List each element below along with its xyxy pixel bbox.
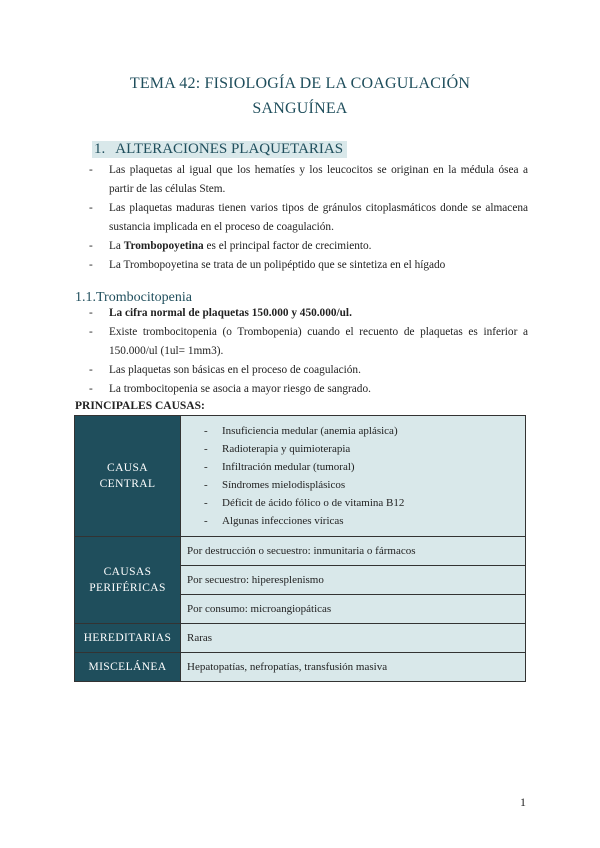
category-cell-perifericas xyxy=(75,537,181,624)
table-cell: Por secuestro: hiperesplenismo xyxy=(181,566,526,595)
category-label: PERIFÉRICAS xyxy=(89,582,166,594)
table-row xyxy=(75,653,526,682)
list-item: - Radioterapia y quimioterapia xyxy=(204,440,525,458)
document-title-line-1: TEMA 42: FISIOLOGÍA DE LA COAGULACIÓN xyxy=(129,75,471,92)
list-item: - Síndromes mielodisplásicos xyxy=(204,476,525,494)
bullet-bold-text: La cifra normal de plaquetas 150.000 y 450.000/ul. xyxy=(109,307,352,319)
document-title-line-2: SANGUÍNEA xyxy=(252,100,348,117)
category-cell-central xyxy=(75,416,181,537)
table-cell: Por destrucción o secuestro: inmunitaria o fármacos xyxy=(181,537,526,566)
page-number: 1 xyxy=(520,795,526,809)
list-item: - Déficit de ácido fólico o de vitamina B12 xyxy=(204,494,525,512)
bullet-item: - Las plaquetas maduras tienen varios tipos de gránulos citoplasmáticos donde se almacena sustancia implicada en el proceso de coagulación. xyxy=(88,199,528,237)
causes-table xyxy=(74,415,526,682)
table-row xyxy=(75,624,526,653)
subsection-bullet-list xyxy=(88,304,528,399)
list-item: - Infiltración medular (tumoral) xyxy=(204,458,525,476)
bullet-bold-text: Trombopoyetina xyxy=(123,240,204,252)
central-causes-cell xyxy=(181,416,526,537)
bullet-item: - Existe trombocitopenia (o Trombopenia) cuando el recuento de plaquetas es inferior a 150.000/ul (1ul= 1mm3). xyxy=(88,323,528,361)
list-item: - Algunas infecciones víricas xyxy=(204,512,525,530)
subsection-heading: 1.1.Trombocitopenia xyxy=(75,290,192,305)
section-bullet-list xyxy=(88,161,528,275)
bullet-item: - Las plaquetas son básicas en el proceso de coagulación. xyxy=(88,361,528,380)
causes-label: PRINCIPALES CAUSAS: xyxy=(75,400,205,412)
table-row xyxy=(75,537,526,566)
table-cell: Hepatopatías, nefropatías, transfusión masiva xyxy=(181,653,526,682)
bullet-item: - La trombocitopenia se asocia a mayor riesgo de sangrado. xyxy=(88,380,528,399)
table-row xyxy=(75,416,526,537)
category-cell-hereditarias: HEREDITARIAS xyxy=(75,624,181,653)
table-cell: Raras xyxy=(181,624,526,653)
table-cell: Por consumo: microangiopáticas xyxy=(181,595,526,624)
category-cell-miscelanea: MISCELÁNEA xyxy=(75,653,181,682)
category-label: CENTRAL xyxy=(99,478,156,490)
bullet-item xyxy=(88,304,528,323)
category-label: CAUSA xyxy=(107,462,148,474)
section-heading xyxy=(92,141,347,158)
bullet-item: - Las plaquetas al igual que los hematíes y los leucocitos se originan en la médula ósea a partir de las células Stem. xyxy=(88,161,528,199)
bullet-item xyxy=(88,237,528,256)
list-item: - Insuficiencia medular (anemia aplásica) xyxy=(204,422,525,440)
bullet-item: - La Trombopoyetina se trata de un polipéptido que se sintetiza en el hígado xyxy=(88,256,528,275)
bullet-text: es el principal factor de crecimiento. xyxy=(203,240,372,252)
central-causes-list xyxy=(181,416,525,536)
section-number: 1. xyxy=(94,141,106,157)
section-heading-text: ALTERACIONES PLAQUETARIAS xyxy=(115,141,344,157)
bullet-text: La xyxy=(109,240,124,252)
category-label: CAUSAS xyxy=(103,566,152,578)
